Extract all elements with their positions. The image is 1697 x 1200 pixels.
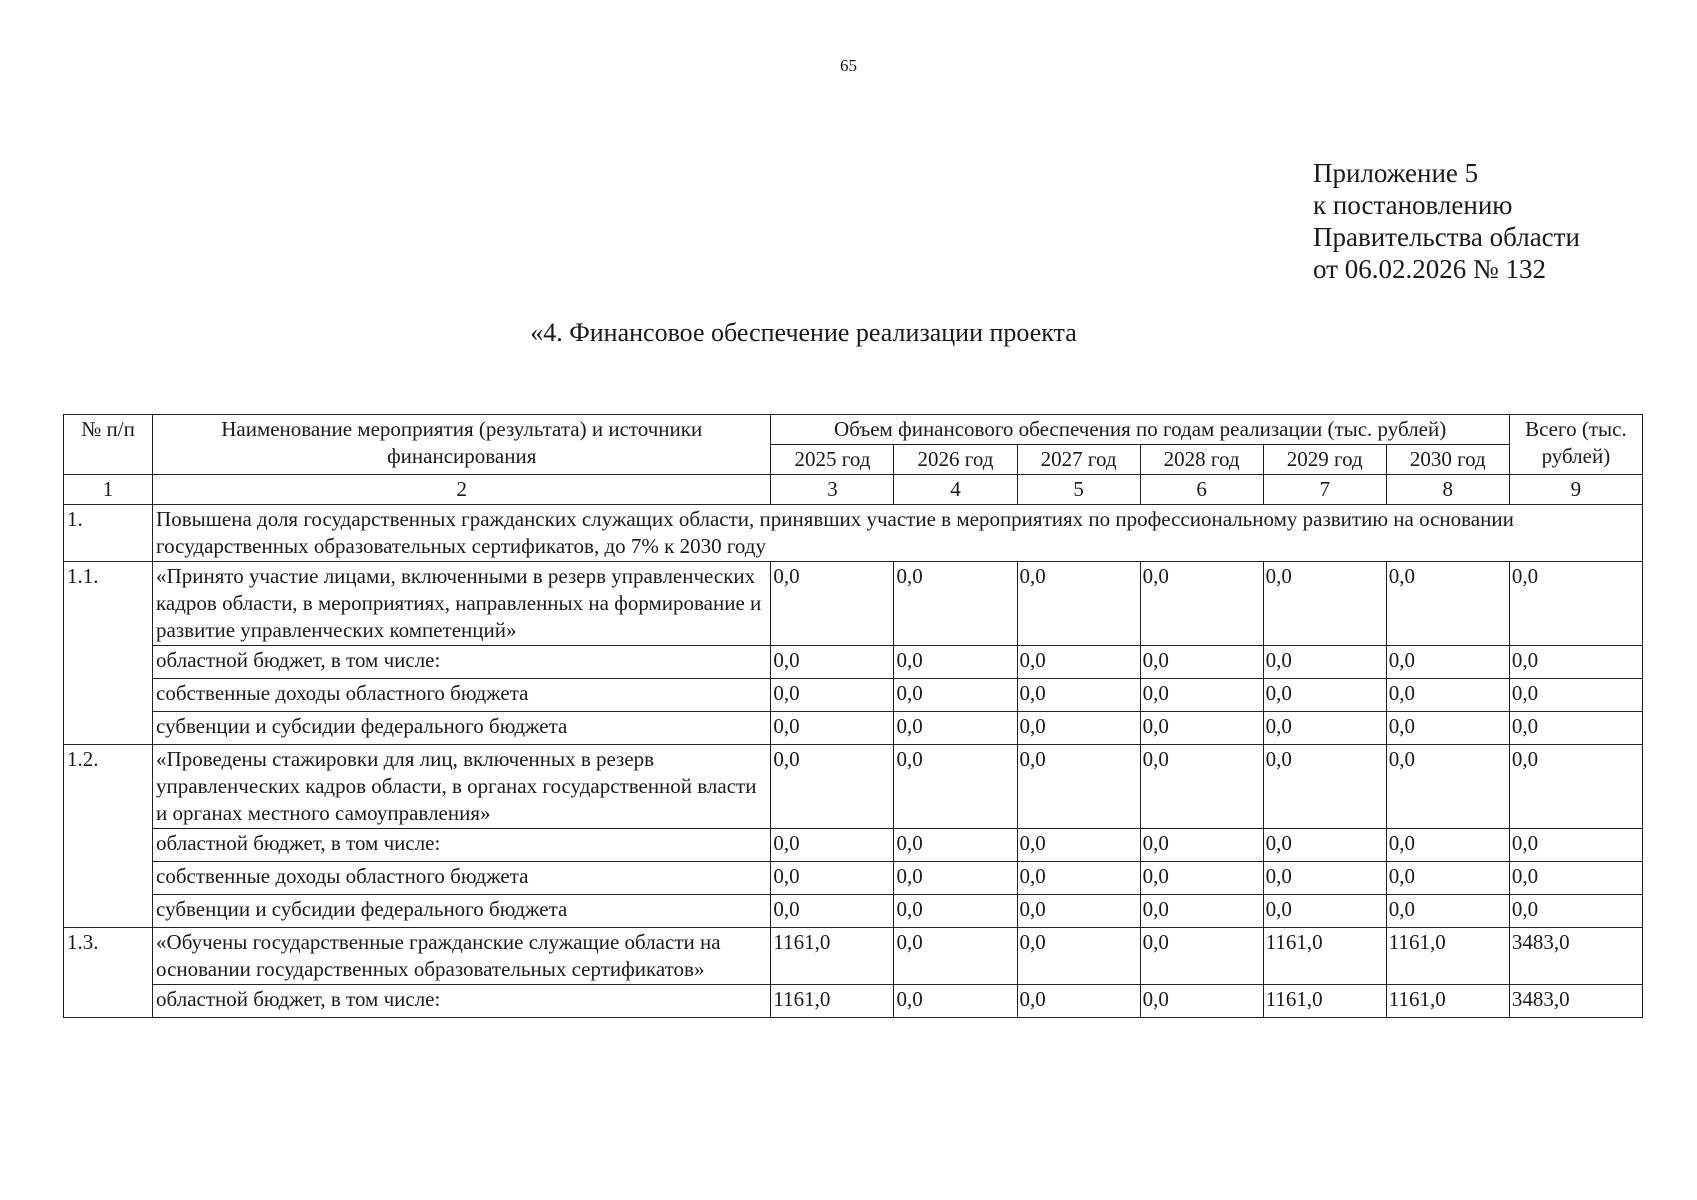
table-body (64, 475, 1643, 1018)
year-value: 0,0 (771, 895, 894, 928)
funding-row (64, 712, 1643, 745)
page-number: 65 (840, 56, 857, 75)
year-value: 0,0 (894, 562, 1017, 646)
year-value: 0,0 (1386, 829, 1509, 862)
year-value: 0,0 (894, 679, 1017, 712)
header-num: № п/п (64, 415, 153, 475)
item-label: «Обучены государственные гражданские служащие области на основании государственных образовательных сертификатов» (153, 928, 771, 985)
year-value: 0,0 (894, 745, 1017, 829)
header-row-1 (64, 415, 1643, 445)
item-row (64, 928, 1643, 985)
year-value: 0,0 (1140, 562, 1263, 646)
total-value: 3483,0 (1509, 985, 1642, 1018)
year-value: 1161,0 (1386, 985, 1509, 1018)
year-value: 0,0 (894, 895, 1017, 928)
column-number: 7 (1263, 475, 1386, 505)
total-value: 0,0 (1509, 679, 1642, 712)
year-value: 0,0 (771, 562, 894, 646)
year-value: 0,0 (771, 862, 894, 895)
total-value: 0,0 (1509, 862, 1642, 895)
year-value: 0,0 (1017, 679, 1140, 712)
item-num: 1.3. (64, 928, 153, 1018)
year-value: 0,0 (771, 646, 894, 679)
header-total: Всего (тыс. рублей) (1509, 415, 1642, 475)
funding-row (64, 895, 1643, 928)
year-value: 0,0 (1140, 646, 1263, 679)
year-value: 0,0 (1386, 646, 1509, 679)
goal-row (64, 505, 1643, 562)
appendix-line-2: к постановлению (1313, 190, 1513, 220)
year-value: 0,0 (1140, 712, 1263, 745)
year-value: 0,0 (1140, 895, 1263, 928)
funding-source-label: субвенции и субсидии федерального бюджета (153, 895, 771, 928)
year-value: 0,0 (1017, 862, 1140, 895)
year-value: 1161,0 (1386, 928, 1509, 985)
year-value: 0,0 (1017, 712, 1140, 745)
header-year: 2029 год (1263, 445, 1386, 475)
year-value: 0,0 (1017, 895, 1140, 928)
item-row (64, 745, 1643, 829)
column-number-row (64, 475, 1643, 505)
funding-source-label: областной бюджет, в том числе: (153, 829, 771, 862)
funding-source-label: областной бюджет, в том числе: (153, 646, 771, 679)
year-value: 0,0 (1017, 646, 1140, 679)
financing-table (63, 414, 1643, 1018)
column-number: 5 (1017, 475, 1140, 505)
year-value: 1161,0 (1263, 928, 1386, 985)
year-value: 0,0 (894, 928, 1017, 985)
year-value: 0,0 (1140, 679, 1263, 712)
year-value: 0,0 (1017, 928, 1140, 985)
year-value: 0,0 (1386, 895, 1509, 928)
section-title: «4. Финансовое обеспечение реализации проекта (530, 318, 1077, 347)
year-value: 0,0 (1263, 745, 1386, 829)
total-value: 0,0 (1509, 562, 1642, 646)
header-volume: Объем финансового обеспечения по годам реализации (тыс. рублей) (771, 415, 1509, 445)
header-year: 2027 год (1017, 445, 1140, 475)
goal-num: 1. (64, 505, 153, 562)
total-value: 0,0 (1509, 646, 1642, 679)
total-value: 3483,0 (1509, 928, 1642, 985)
appendix-line-1: Приложение 5 (1313, 158, 1479, 188)
year-value: 0,0 (1140, 928, 1263, 985)
year-value: 0,0 (894, 985, 1017, 1018)
total-value: 0,0 (1509, 712, 1642, 745)
year-value: 0,0 (1263, 862, 1386, 895)
header-year: 2025 год (771, 445, 894, 475)
year-value: 0,0 (1017, 745, 1140, 829)
year-value: 0,0 (894, 829, 1017, 862)
year-value: 0,0 (1263, 712, 1386, 745)
year-value: 0,0 (771, 712, 894, 745)
section-title-wrap (0, 318, 1697, 348)
funding-row (64, 985, 1643, 1018)
year-value: 0,0 (771, 745, 894, 829)
year-value: 0,0 (1386, 745, 1509, 829)
year-value: 1161,0 (771, 928, 894, 985)
year-value: 0,0 (1386, 712, 1509, 745)
year-value: 0,0 (1263, 829, 1386, 862)
funding-source-label: собственные доходы областного бюджета (153, 862, 771, 895)
year-value: 0,0 (1263, 895, 1386, 928)
funding-source-label: собственные доходы областного бюджета (153, 679, 771, 712)
column-number: 6 (1140, 475, 1263, 505)
year-value: 1161,0 (771, 985, 894, 1018)
year-value: 0,0 (1017, 829, 1140, 862)
total-value: 0,0 (1509, 895, 1642, 928)
funding-row (64, 679, 1643, 712)
item-label: «Принято участие лицами, включенными в резерв управленческих кадров области, в мероприятиях, направленных на формирование и развитие управленческих компетенций» (153, 562, 771, 646)
funding-row (64, 646, 1643, 679)
year-value: 0,0 (1017, 562, 1140, 646)
year-value: 0,0 (1386, 862, 1509, 895)
year-value: 0,0 (1263, 679, 1386, 712)
funding-row (64, 862, 1643, 895)
funding-row (64, 829, 1643, 862)
year-value: 0,0 (894, 862, 1017, 895)
year-value: 0,0 (1140, 985, 1263, 1018)
column-number: 4 (894, 475, 1017, 505)
goal-text: Повышена доля государственных гражданских служащих области, принявших участие в мероприятиях по профессиональному развитию на основании государственных образовательных сертификатов, до 7% к 2030 году (153, 505, 1643, 562)
appendix-block (1313, 157, 1580, 285)
header-name: Наименование мероприятия (результата) и источники финансирования (153, 415, 771, 475)
column-number: 8 (1386, 475, 1509, 505)
year-value: 0,0 (894, 712, 1017, 745)
year-value: 0,0 (1386, 562, 1509, 646)
appendix-line-4: от 06.02.2026 № 132 (1313, 254, 1546, 284)
item-num: 1.1. (64, 562, 153, 745)
year-value: 0,0 (1017, 985, 1140, 1018)
year-value: 0,0 (1386, 679, 1509, 712)
header-year: 2026 год (894, 445, 1017, 475)
item-label: «Проведены стажировки для лиц, включенных в резерв управленческих кадров области, в органах государственной власти и органах местного самоуправления» (153, 745, 771, 829)
column-number: 9 (1509, 475, 1642, 505)
header-year: 2030 год (1386, 445, 1509, 475)
item-num: 1.2. (64, 745, 153, 928)
appendix-line-3: Правительства области (1313, 222, 1580, 252)
column-number: 3 (771, 475, 894, 505)
year-value: 0,0 (1140, 745, 1263, 829)
header-year: 2028 год (1140, 445, 1263, 475)
year-value: 0,0 (894, 646, 1017, 679)
funding-source-label: субвенции и субсидии федерального бюджета (153, 712, 771, 745)
year-value: 0,0 (1140, 862, 1263, 895)
year-value: 1161,0 (1263, 985, 1386, 1018)
year-value: 0,0 (771, 829, 894, 862)
funding-source-label: областной бюджет, в том числе: (153, 985, 771, 1018)
year-value: 0,0 (1263, 646, 1386, 679)
year-value: 0,0 (1263, 562, 1386, 646)
year-value: 0,0 (771, 679, 894, 712)
column-number: 2 (153, 475, 771, 505)
item-row (64, 562, 1643, 646)
year-value: 0,0 (1140, 829, 1263, 862)
column-number: 1 (64, 475, 153, 505)
total-value: 0,0 (1509, 829, 1642, 862)
total-value: 0,0 (1509, 745, 1642, 829)
